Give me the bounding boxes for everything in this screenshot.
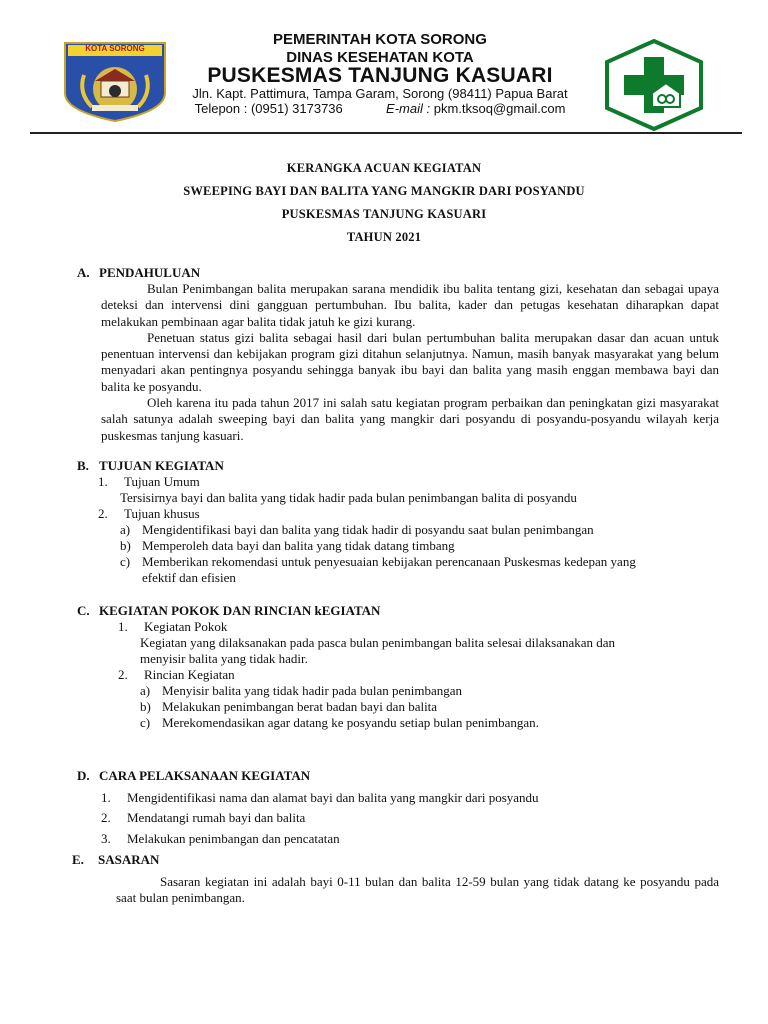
section-e-body bbox=[116, 874, 719, 907]
section-c-pokok-line-1: Kegiatan yang dilaksanakan pada pasca bulan penimbangan balita selesai dilaksanakan dan bbox=[140, 635, 616, 650]
doc-clinic: PUSKESMAS TANJUNG KASUARI bbox=[281, 207, 487, 221]
section-c-heading: C. KEGIATAN POKOK DAN RINCIAN kEGIATAN bbox=[77, 603, 381, 618]
list-item: 2. Mendatangi rumah bayi dan balita bbox=[101, 810, 306, 825]
section-b-item-c-continued: efektif dan efisien bbox=[142, 570, 236, 585]
letterhead-phone: Telepon : (0951) 3173736 bbox=[194, 101, 343, 116]
kota-sorong-logo-text: KOTA SORONG bbox=[85, 44, 145, 53]
section-a-heading: A. PENDAHULUAN bbox=[77, 265, 201, 280]
section-a-paragraph-2: Penetuan status gizi balita sebagai hasil dari bulan pertumbuhan balita merupakan dasar dan acuan untuk penentuan intervensi dan kebijakan program gizi ditahun selanjutnya. Namun, masih banyak masyarakat yang belum menyadari akan pentingnya posyandu sehingga banyak ibu bayi dan balita yang masih enggan membawa bayi dan balita ke posyandu. bbox=[101, 329, 719, 394]
section-d-heading: D. CARA PELAKSANAAN KEGIATAN bbox=[77, 768, 311, 783]
section-b-item-1: 1. Tujuan Umum bbox=[98, 474, 200, 489]
kota-sorong-logo bbox=[62, 41, 168, 123]
section-b-umum-text: Tersisirnya bayi dan balita yang tidak hadir pada bulan penimbangan balita di posyandu bbox=[120, 490, 577, 505]
puskesmas-logo bbox=[604, 39, 704, 131]
section-a-body bbox=[101, 281, 719, 444]
letterhead-contact bbox=[170, 101, 590, 116]
section-c-item-1: 1. Kegiatan Pokok bbox=[118, 619, 228, 634]
list-item: a) Mengidentifikasi bayi dan balita yang tidak hadir di posyandu saat bulan penimbangan bbox=[120, 522, 594, 537]
section-b-heading: B. TUJUAN KEGIATAN bbox=[77, 458, 224, 473]
list-item: b) Memperoleh data bayi dan balita yang tidak datang timbang bbox=[120, 538, 455, 553]
section-c-item-2: 2. Rincian Kegiatan bbox=[118, 667, 235, 682]
section-e-paragraph: Sasaran kegiatan ini adalah bayi 0-11 bulan dan balita 12-59 bulan yang tidak datang ke posyandu pada saat bulan penimbangan. bbox=[116, 874, 719, 906]
letterhead-clinic-name: PUSKESMAS TANJUNG KASUARI bbox=[207, 64, 553, 87]
letterhead-government: PEMERINTAH KOTA SORONG bbox=[273, 31, 487, 48]
letterhead-address: Jln. Kapt. Pattimura, Tampa Garam, Sorong (98411) Papua Barat bbox=[192, 86, 568, 101]
section-e-heading: E. SASARAN bbox=[72, 852, 160, 867]
section-a-paragraph-3: Oleh karena itu pada tahun 2017 ini salah satu kegiatan program perbaikan dan peningkatan gizi masyarakat salah satunya adalah sweeping bayi dan balita yang mangkir dari posyandu di posyandu-posyandu wilayah kerja puskesmas tanjung kasuari. bbox=[101, 395, 719, 443]
section-a-paragraph-1: Bulan Penimbangan balita merupakan sarana mendidik ibu balita tentang gizi, kesehatan dan sebagai upaya deteksi dan intervensi dini gangguan pertumbuhan. Ibu balita, kader dan petugas kesehatan diharapkan dapat melakukan pembinaan agar balita tidak jatuh ke gizi kurang. bbox=[101, 281, 719, 329]
list-item: 3. Melakukan penimbangan dan pencatatan bbox=[101, 831, 340, 846]
list-item: b) Melakukan penimbangan berat badan bayi dan balita bbox=[140, 699, 438, 714]
letterhead-divider bbox=[30, 132, 742, 134]
section-b-item-2: 2. Tujuan khusus bbox=[98, 506, 200, 521]
letterhead-email: pkm.tksoq@gmail.com bbox=[433, 101, 566, 116]
list-item: 1. Mengidentifikasi nama dan alamat bayi dan balita yang mangkir dari posyandu bbox=[101, 790, 539, 805]
doc-title: KERANGKA ACUAN KEGIATAN bbox=[286, 161, 482, 175]
letterhead-email-label: E-mail : bbox=[386, 101, 431, 116]
doc-subtitle: SWEEPING BAYI DAN BALITA YANG MANGKIR DARI POSYANDU bbox=[183, 184, 585, 198]
list-item: c) Memberikan rekomendasi untuk penyesuaian kebijakan perencanaan Puskesmas kedepan yang bbox=[120, 554, 636, 569]
doc-year: TAHUN 2021 bbox=[346, 230, 422, 244]
list-item: a) Menyisir balita yang tidak hadir pada bulan penimbangan bbox=[140, 683, 462, 698]
list-item: c) Merekomendasikan agar datang ke posyandu setiap bulan penimbangan. bbox=[140, 715, 539, 730]
section-c-pokok-line-2: menyisir balita yang tidak hadir. bbox=[140, 651, 308, 666]
letterhead-department: DINAS KESEHATAN KOTA bbox=[286, 49, 474, 66]
